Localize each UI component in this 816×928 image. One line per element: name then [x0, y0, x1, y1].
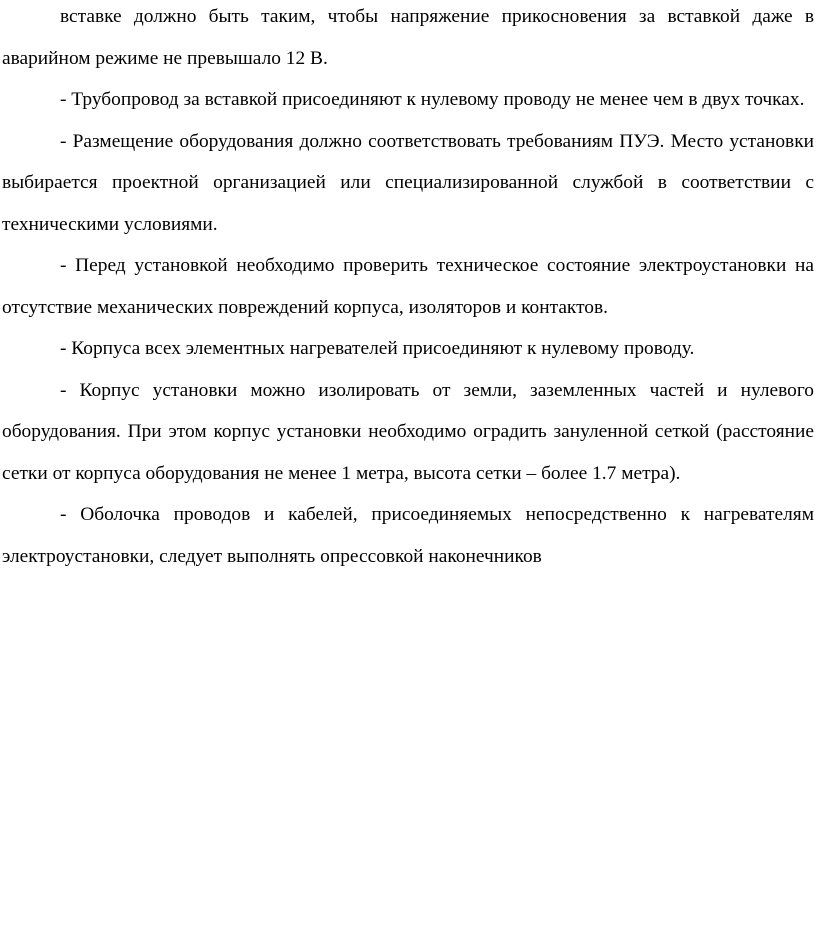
- paragraph-equipment-placement: - Размещение оборудования должно соответствовать требованиям ПУЭ. Место установки выбирается проектной организацией или специализированной службой в соответствии с техническими условиями.: [2, 130, 814, 235]
- document-page: [2, 0, 814, 577]
- paragraph-heater-housings: - Корпуса всех элементных нагревателей присоединяют к нулевому проводу.: [60, 338, 695, 359]
- paragraph-housing-isolation: - Корпус установки можно изолировать от земли, заземленных частей и нулевого оборудования. При этом корпус установки необходимо оградить зануленной сеткой (расстояние сетки от корпуса оборудования не менее 1 метра, высота сетки – более 1.7 метра).: [2, 379, 814, 484]
- paragraph-pipeline: - Трубопровод за вставкой присоединяют к нулевому проводу не менее чем в двух точках.: [60, 89, 805, 110]
- paragraph-cable-sheath: - Оболочка проводов и кабелей, присоединяемых непосредственно к нагревателям электроустановки, следует выполнять опрессовкой наконечников: [2, 504, 814, 567]
- paragraph-pre-install-check: - Перед установкой необходимо проверить техническое состояние электроустановки на отсутствие механических повреждений корпуса, изоляторов и контактов.: [2, 255, 814, 318]
- paragraph-continuation: вставке должно быть таким, чтобы напряжение прикосновения за вставкой даже в аварийном режиме не превышало 12 В.: [2, 6, 814, 69]
